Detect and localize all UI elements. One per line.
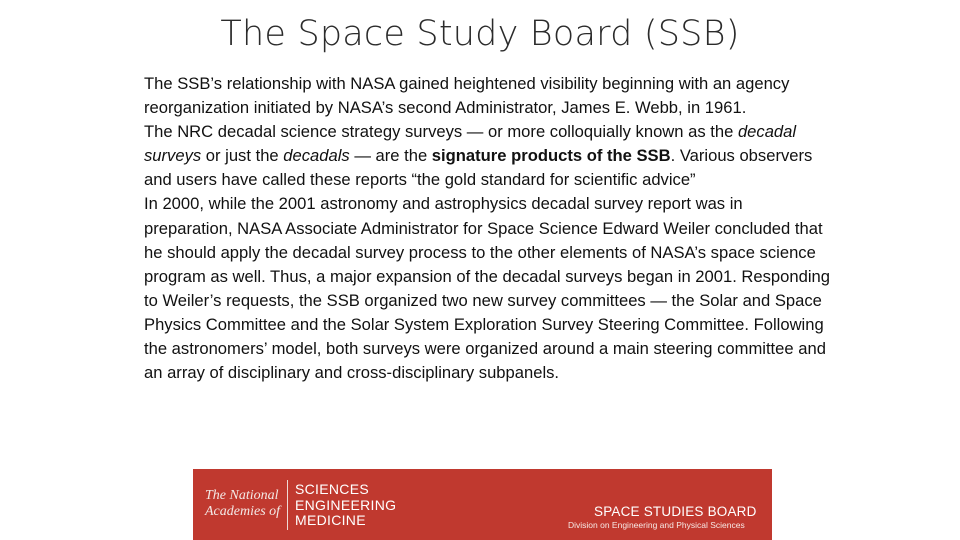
slide-title: The Space Study Board (SSB) <box>220 14 740 54</box>
p2-italic-decadals: decadals <box>283 146 350 166</box>
space-studies-board-name: SPACE STUDIES BOARD <box>594 504 757 519</box>
paragraph-2 <box>144 120 834 192</box>
p2-text-g: . Various observers and users have called these reports “the gold standard for scientific advice” <box>144 146 813 190</box>
p2-bold-signature: signature products of the SSB <box>431 146 671 166</box>
division-name: Division on Engineering and Physical Sciences <box>568 520 745 530</box>
banner-divider <box>287 480 288 530</box>
p2-italic-decadal-surveys: decadal surveys <box>144 122 797 166</box>
body-text <box>144 72 834 385</box>
p2-text-c: or just the <box>201 146 284 166</box>
academies-line-2: Academies of <box>205 504 281 519</box>
nas-fields <box>295 482 396 529</box>
nas-academies-wordmark <box>205 488 287 520</box>
p2-text-e: — are the <box>349 146 432 166</box>
nas-ssb-banner <box>193 469 772 540</box>
p2-text-a: The NRC decadal science strategy surveys — or more colloquially known as the <box>144 122 738 142</box>
field-sciences: SCIENCES <box>295 481 369 497</box>
academies-line-1: The National <box>205 488 279 503</box>
field-medicine: MEDICINE <box>295 512 366 528</box>
paragraph-1: The SSB’s relationship with NASA gained heightened visibility beginning with an agency reorganization initiated by NASA’s second Administrator, James E. Webb, in 1961. <box>144 74 790 118</box>
paragraph-3: In 2000, while the 2001 astronomy and astrophysics decadal survey report was in preparation, NASA Associate Administrator for Space Science Edward Weiler concluded that he should apply the decadal survey process to the other elements of NASA’s space science program as well. Thus, a major expansion of the decadal surveys began in 2001. Responding to Weiler’s requests, the SSB organized two new survey committees — the Solar and Space Physics Committee and the Solar System Exploration Survey Steering Committee. Following the astronomers’ model, both surveys were organized around a main steering committee and an array of disciplinary and cross-disciplinary subpanels. <box>144 194 830 383</box>
field-engineering: ENGINEERING <box>295 496 397 513</box>
